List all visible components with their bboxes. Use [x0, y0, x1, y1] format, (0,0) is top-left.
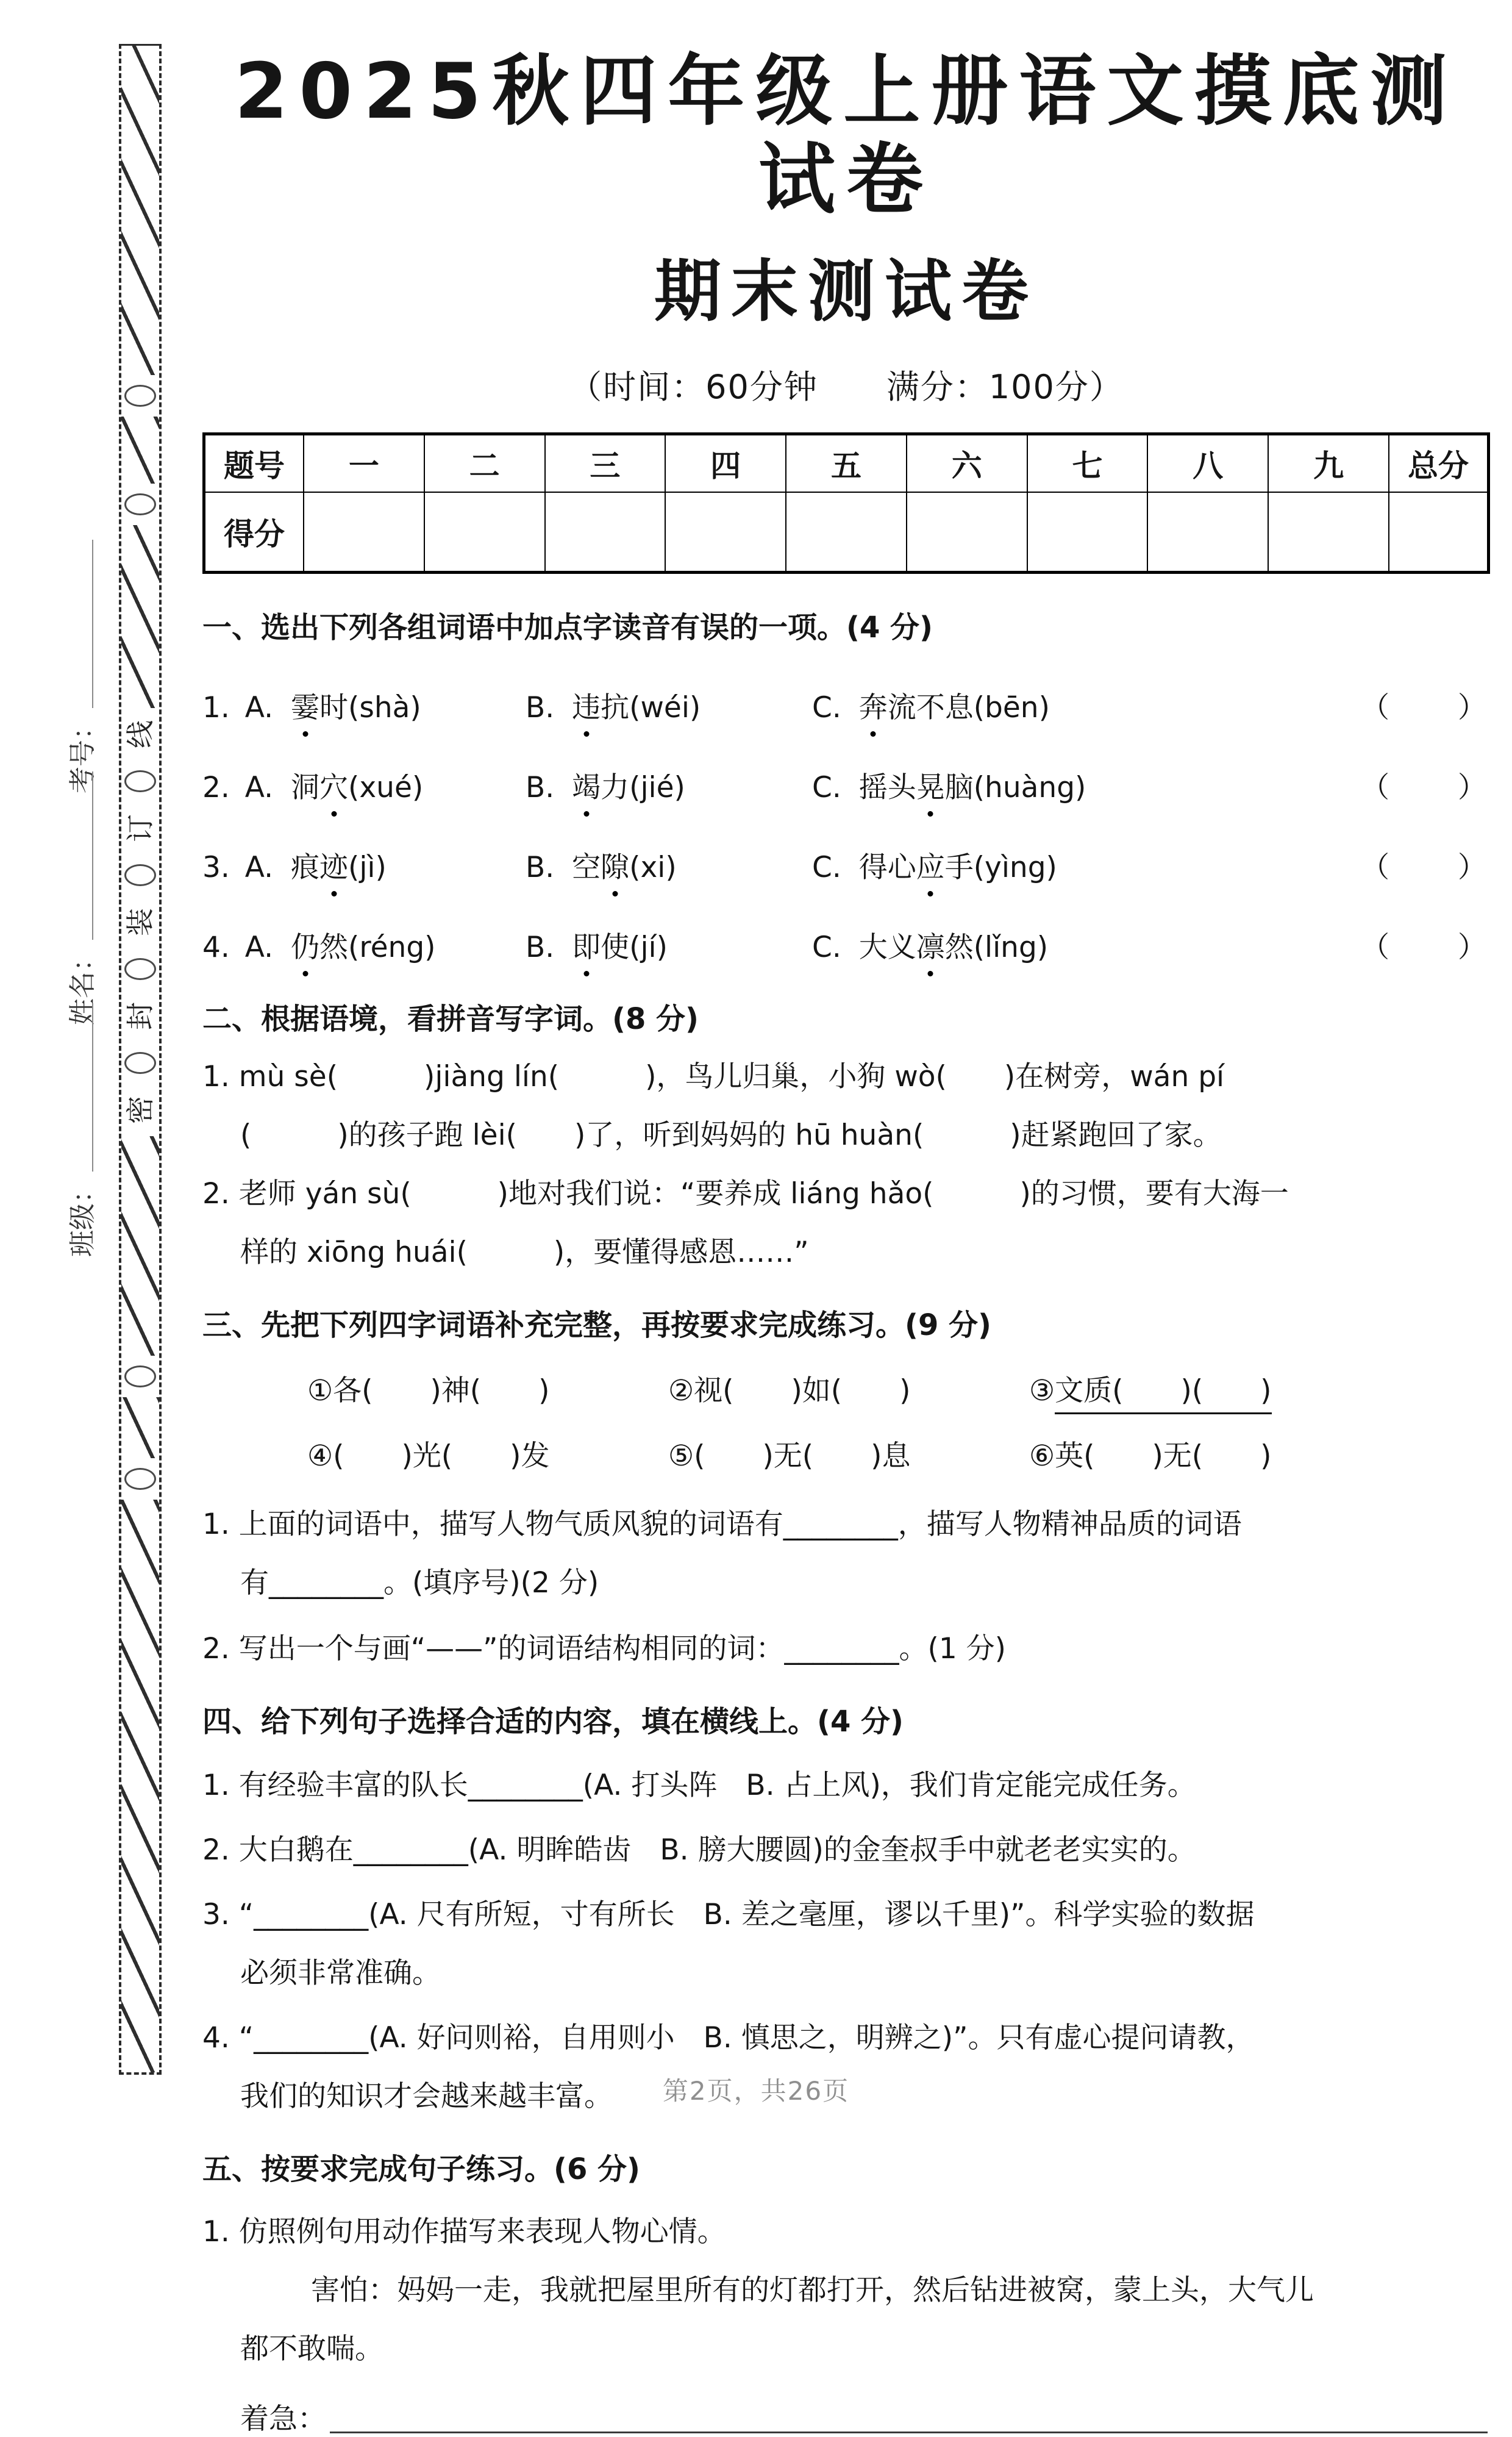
pinyin: (xué)	[348, 770, 424, 804]
score-table-cell: 题号	[204, 434, 304, 492]
word-part: 空	[572, 850, 601, 884]
dotted-char: 凛	[916, 925, 945, 965]
answer-parentheses: （ ）	[1361, 770, 1490, 804]
section5-answer-row	[202, 2396, 1490, 2437]
word-blank-3	[1029, 1368, 1390, 1409]
item-number: 1.	[202, 690, 230, 725]
word	[572, 851, 629, 884]
word-part: 使	[601, 930, 630, 964]
section4-heading: 四、给下列句子选择合适的内容，填在横线上。(4 分)	[202, 1705, 904, 1739]
score-empty-cell	[665, 492, 786, 573]
seal-char-feng: 封	[124, 1002, 157, 1030]
word-blank-5: ⑤( )无( )息	[668, 1439, 911, 1473]
option-letter: A.	[244, 850, 274, 884]
section3-word-row-2	[202, 1433, 1490, 1474]
underlined-word: 文质( )( )	[1055, 1374, 1271, 1414]
word-part: 得心	[858, 850, 916, 884]
seal-char-mi: 密	[124, 1096, 157, 1124]
seal-circle	[124, 864, 156, 886]
seal-circle	[124, 770, 156, 792]
dotted-char: 迹	[319, 845, 348, 886]
word	[291, 851, 348, 884]
score-table-cell: 七	[1027, 434, 1148, 492]
section2-item2-line2: 样的 xiōng huái( )，要懂得感恩……”	[240, 1235, 809, 1269]
section4-item2: 2. 大白鹅在________(A. 明眸皓齿 B. 膀大腰圆)的金奎叔手中就老老实实的。	[202, 1833, 1196, 1867]
seal-char-zhuang: 装	[124, 908, 157, 936]
word	[291, 931, 348, 964]
score-table-score-row	[204, 492, 1489, 573]
pinyin: (lǐng)	[973, 930, 1049, 964]
section3-heading: 三、先把下列四字词语补充完整，再按要求完成练习。(9 分)	[202, 1308, 991, 1342]
word	[572, 931, 629, 964]
seal-char-ding: 订	[124, 814, 157, 842]
dotted-char: 隙	[601, 845, 629, 886]
word	[859, 771, 974, 804]
item-number: 2.	[202, 770, 230, 804]
section3-q1-line2: 有________。(填序号)(2 分)	[240, 1566, 599, 1600]
word	[291, 691, 348, 725]
score-empty-cell	[424, 492, 545, 573]
score-table-cell: 总分	[1389, 434, 1489, 492]
seal-circle	[124, 1052, 156, 1074]
score-empty-cell	[1389, 492, 1489, 573]
seal-binding-strip	[119, 44, 162, 2075]
section1-row-4	[202, 925, 1490, 965]
word-part: 时	[319, 690, 349, 725]
section5-heading: 五、按要求完成句子练习。(6 分)	[202, 2152, 640, 2187]
pinyin: (bēn)	[973, 690, 1050, 725]
section1-row-3	[202, 845, 1490, 886]
score-table-cell: 五	[786, 434, 907, 492]
dotted-char: 仍	[291, 925, 319, 965]
hatch-marks	[121, 46, 159, 375]
score-table-cell: 三	[545, 434, 666, 492]
score-table-cell: 二	[424, 434, 545, 492]
seal-circle	[124, 493, 156, 515]
score-empty-cell	[1147, 492, 1268, 573]
exam-title: 2025秋四年级上册语文摸底测试卷	[234, 46, 1458, 224]
answer-parentheses: （ ）	[1361, 850, 1490, 884]
word-part: 然	[319, 930, 349, 964]
score-empty-cell	[1027, 492, 1148, 573]
dotted-char: 霎	[291, 685, 319, 726]
pinyin: (yìng)	[973, 850, 1057, 884]
class-blank-line	[92, 1003, 93, 1172]
hatch-marks	[121, 1136, 159, 1356]
class-label: 班级：	[67, 1176, 98, 1257]
dotted-char: 应	[916, 845, 945, 886]
option-a	[202, 845, 526, 886]
hatch-marks	[121, 1397, 159, 1458]
pinyin: (wéi)	[629, 690, 701, 725]
section1-row-1	[202, 685, 1490, 726]
seal-circle	[124, 385, 156, 407]
word	[291, 771, 348, 804]
item-number: 3.	[202, 850, 230, 884]
dotted-char: 穴	[319, 765, 348, 806]
word-number: ③	[1029, 1373, 1055, 1408]
score-empty-cell	[304, 492, 424, 573]
word-part: 力	[601, 770, 630, 804]
section5-item1: 1. 仿照例句用动作描写来表现人物心情。	[202, 2215, 726, 2249]
pinyin: (shà)	[348, 690, 421, 725]
page-footer: 第2页，共26页	[662, 2076, 850, 2106]
option-letter: B.	[526, 930, 555, 964]
option-c	[812, 845, 1356, 886]
option-letter: B.	[526, 690, 555, 725]
word-part: 大义	[858, 930, 916, 964]
hatch-marks	[121, 1500, 159, 2072]
pinyin: (jié)	[629, 770, 685, 804]
word-part: 然	[944, 930, 974, 964]
option-b	[526, 765, 812, 806]
option-c	[812, 685, 1356, 726]
option-letter: C.	[812, 850, 841, 884]
option-a	[202, 925, 526, 965]
word-part: 脑	[944, 770, 974, 804]
word-part: 抗	[601, 690, 630, 725]
option-letter: B.	[526, 770, 555, 804]
word-blank-6: ⑥英( )无( )	[1029, 1439, 1272, 1473]
section3-q2: 2. 写出一个与画“——”的词语结构相同的词：________。(1 分)	[202, 1631, 1006, 1666]
pinyin: (jì)	[348, 850, 387, 884]
word	[859, 691, 974, 725]
score-table-cell: 一	[304, 434, 424, 492]
student-name-label: 姓名：	[67, 945, 98, 1025]
section3-q1-line1: 1. 上面的词语中，描写人物气质风貌的词语有________，描写人物精神品质的词语	[202, 1507, 1242, 1541]
option-letter: C.	[812, 690, 841, 725]
option-letter: A.	[244, 770, 274, 804]
pinyin: (xi)	[629, 850, 677, 884]
word	[859, 851, 974, 884]
section4-item3-line2: 必须非常准确。	[240, 1956, 441, 1991]
option-letter: A.	[244, 690, 274, 725]
student-name-field	[68, 769, 99, 1025]
section3-word-row-1	[202, 1368, 1490, 1409]
section5-example-line1: 害怕：妈妈一走，我就把屋里所有的灯都打开，然后钻进被窝，蒙上头，大气儿	[311, 2274, 1314, 2308]
dotted-char: 违	[572, 685, 601, 726]
score-empty-cell	[1268, 492, 1389, 573]
section1-heading: 一、选出下列各组词语中加点字读音有误的一项。(4 分)	[202, 610, 933, 645]
section4-item1: 1. 有经验丰富的队长________(A. 打头阵 B. 占上风)，我们肯定能完成任务。	[202, 1769, 1196, 1802]
score-table-cell: 九	[1268, 434, 1389, 492]
word-part: 摇头	[858, 770, 916, 804]
option-letter: C.	[812, 930, 841, 964]
section2-heading: 二、根据语境，看拼音写字词。(8 分)	[202, 1001, 699, 1036]
option-b	[526, 925, 812, 965]
student-name-blank-line	[92, 771, 93, 940]
option-c	[812, 925, 1356, 965]
dotted-char: 晃	[916, 765, 945, 806]
score-table-cell: 四	[665, 434, 786, 492]
section4-item4-line2: 我们的知识才会越来越丰富。	[240, 2080, 613, 2114]
word-blank-2: ②视( )如( )	[668, 1373, 911, 1408]
word	[572, 691, 629, 725]
answer-parentheses: （ ）	[1361, 690, 1490, 725]
option-c	[812, 765, 1356, 806]
hatch-marks	[121, 417, 159, 484]
option-b	[526, 685, 812, 726]
score-empty-cell	[786, 492, 907, 573]
score-table-cell: 六	[907, 434, 1027, 492]
exam-number-field	[68, 537, 99, 793]
exam-subtitle: 期末测试卷	[654, 252, 1038, 331]
option-letter: A.	[244, 930, 274, 964]
section4-item4-line1: 4. “________(A. 好问则裕，自用则小 B. 慎思之，明辨之)”。只有虚心提问请教，	[202, 2021, 1255, 2055]
section2-item1-line2: ( )的孩子跑 lèi( )了，听到妈妈的 hū huàn( )赶紧跑回了家。	[240, 1118, 1222, 1152]
dotted-char: 即	[572, 925, 601, 965]
answer-parentheses: （ ）	[1361, 930, 1490, 964]
pinyin: (jí)	[629, 930, 668, 964]
dotted-char: 竭	[572, 765, 601, 806]
score-empty-cell	[545, 492, 666, 573]
exam-number-blank-line	[92, 540, 93, 708]
option-a	[202, 765, 526, 806]
option-a	[202, 685, 526, 726]
section2-item1-line1: 1. mù sè( )jiàng lín( )，鸟儿归巢，小狗 wò( )在树旁，wán pí	[202, 1059, 1225, 1093]
dotted-char: 奔	[859, 685, 888, 726]
seal-circle	[124, 1468, 156, 1490]
seal-circle	[124, 958, 156, 980]
section2-item2-line1: 2. 老师 yán sù( )地对我们说：“要养成 liáng hǎo( )的习惯，要有大海一	[202, 1176, 1289, 1211]
word-part: 痕	[291, 850, 320, 884]
section5-example-line2: 都不敢喘。	[240, 2332, 383, 2366]
section1-row-2	[202, 765, 1490, 806]
option-b	[526, 845, 812, 886]
score-table-cell: 八	[1147, 434, 1268, 492]
pinyin: (réng)	[348, 930, 436, 964]
exam-number-label: 考号：	[67, 713, 98, 793]
score-table-header-row	[204, 434, 1489, 492]
class-field	[68, 1001, 99, 1257]
prompt-label: 着急：	[240, 2402, 326, 2436]
section4-item3-line1: 3. “________(A. 尺有所短，寸有所长 B. 差之毫厘，谬以千里)”。科学实验的数据	[202, 1898, 1255, 1932]
word	[572, 771, 629, 804]
pinyin: (huàng)	[973, 770, 1086, 804]
word-part: 洞	[291, 770, 320, 804]
time-and-score-info: （时间：60分钟 满分：100分）	[569, 367, 1124, 406]
score-empty-cell	[907, 492, 1027, 573]
word-blank-4: ④( )光( )发	[307, 1439, 550, 1473]
score-table	[202, 432, 1490, 574]
word-part: 手	[944, 850, 974, 884]
option-letter: B.	[526, 850, 555, 884]
option-letter: C.	[812, 770, 841, 804]
word-blank-1: ①各( )神( )	[307, 1373, 550, 1408]
word-part: 流不息	[887, 690, 974, 725]
answer-blank-line	[330, 2432, 1488, 2433]
seal-circle	[124, 1365, 156, 1387]
item-number: 4.	[202, 930, 230, 964]
score-label-cell: 得分	[204, 492, 304, 573]
seal-char-line: 线	[124, 720, 157, 748]
hatch-marks	[121, 525, 159, 708]
word	[859, 931, 974, 964]
